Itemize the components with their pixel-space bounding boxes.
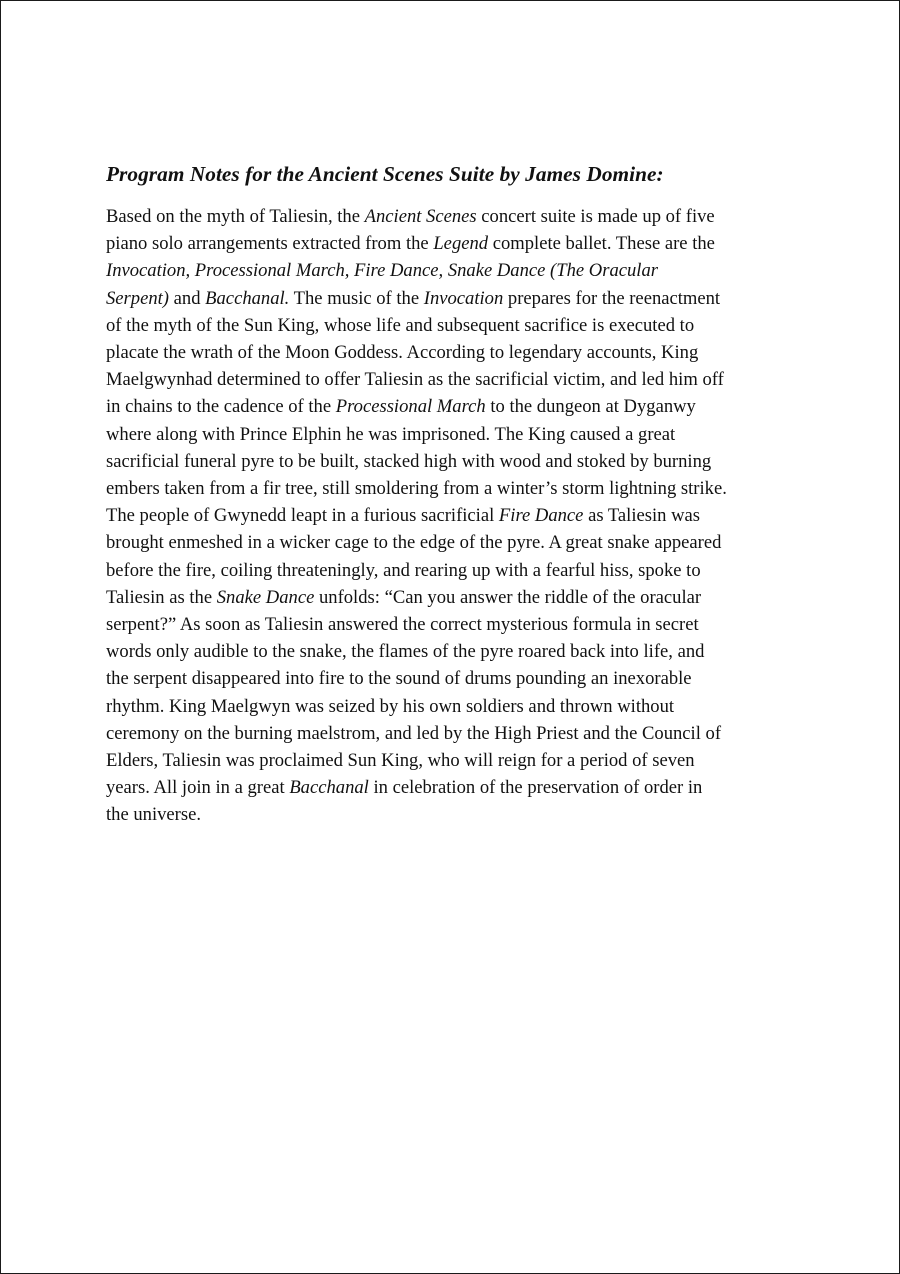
body-text: placate the wrath of the Moon Goddess. According to legendary accounts, King bbox=[106, 342, 699, 364]
body-text: Based on the myth of Taliesin, the bbox=[106, 206, 365, 227]
body-text: and bbox=[169, 287, 206, 309]
body-text: sacrificial funeral pyre to be built, stacked high with wood and stoked by burning bbox=[106, 450, 712, 472]
text-line bbox=[106, 720, 801, 747]
italic-title-text: Invocation bbox=[423, 287, 504, 309]
body-text: the serpent disappeared into fire to the sound of drums pounding an inexorable bbox=[106, 668, 692, 690]
body-text: unfolds: “Can you answer the riddle of the oracular bbox=[314, 586, 702, 608]
body-text: as Taliesin was bbox=[583, 505, 701, 527]
body-text: ceremony on the burning maelstrom, and led by the High Priest and the Council of bbox=[106, 722, 722, 744]
body-text: brought enmeshed in a wicker cage to the edge of the pyre. A great snake appeared bbox=[106, 532, 722, 554]
body-text: Elders, Taliesin was proclaimed Sun King, who will reign for a period of seven bbox=[106, 750, 695, 772]
italic-title-text: Snake Dance bbox=[216, 586, 315, 608]
body-text: The people of Gwynedd leapt in a furious sacrificial bbox=[106, 505, 499, 527]
text-line bbox=[106, 611, 801, 638]
body-text: the universe. bbox=[106, 804, 202, 826]
text-line bbox=[106, 230, 801, 257]
body-text: in celebration of the preservation of order in bbox=[368, 777, 703, 799]
text-line bbox=[106, 638, 801, 665]
text-line bbox=[106, 421, 801, 448]
body-text: The music of the bbox=[289, 287, 424, 309]
text-line bbox=[106, 557, 801, 584]
body-text: complete ballet. These are the bbox=[488, 233, 715, 255]
text-line bbox=[106, 312, 801, 339]
text-line bbox=[106, 747, 801, 774]
body-text: prepares for the reenactment bbox=[503, 287, 721, 309]
text-line bbox=[106, 448, 801, 475]
italic-title-text: Serpent) bbox=[106, 287, 169, 309]
body-text: Maelgwynhad determined to offer Taliesin as the sacrificial victim, and led him off bbox=[106, 369, 724, 391]
text-line bbox=[106, 339, 801, 366]
body-text: concert suite is made up of five bbox=[476, 206, 715, 227]
body-text: to the dungeon at Dyganwy bbox=[485, 396, 696, 418]
italic-title-text: Processional March bbox=[335, 396, 486, 418]
text-line bbox=[106, 366, 801, 393]
body-text: Taliesin as the bbox=[106, 586, 217, 608]
text-line bbox=[106, 285, 801, 312]
body-text: in chains to the cadence of the bbox=[106, 396, 336, 418]
program-notes bbox=[106, 159, 801, 829]
italic-title-text: Bacchanal. bbox=[205, 287, 290, 309]
text-line bbox=[106, 693, 801, 720]
body-text: serpent?” As soon as Taliesin answered the correct mysterious formula in secret bbox=[106, 614, 699, 636]
text-line bbox=[106, 502, 801, 529]
body-text: before the fire, coiling threateningly, and rearing up with a fearful hiss, spoke to bbox=[106, 559, 701, 581]
text-line bbox=[106, 257, 801, 284]
body-text: years. All join in a great bbox=[106, 777, 290, 799]
text-line bbox=[106, 584, 801, 611]
body-text: words only audible to the snake, the flames of the pyre roared back into life, and bbox=[106, 641, 705, 663]
italic-title-text: Ancient Scenes bbox=[364, 206, 477, 227]
body-text: rhythm. King Maelgwyn was seized by his own soldiers and thrown without bbox=[106, 695, 675, 717]
italic-title-text: Bacchanal bbox=[289, 777, 369, 799]
text-line bbox=[106, 393, 801, 420]
text-line bbox=[106, 801, 801, 828]
text-line bbox=[106, 475, 801, 502]
body-text: where along with Prince Elphin he was imprisoned. The King caused a great bbox=[106, 423, 676, 445]
body-text: piano solo arrangements extracted from the bbox=[106, 233, 434, 255]
body-text: of the myth of the Sun King, whose life and subsequent sacrifice is executed to bbox=[106, 314, 695, 336]
italic-title-text: Fire Dance bbox=[498, 505, 584, 527]
notes-paragraph bbox=[106, 203, 801, 829]
text-line bbox=[106, 203, 801, 230]
text-line bbox=[106, 529, 801, 556]
text-line bbox=[106, 665, 801, 692]
text-line bbox=[106, 774, 801, 801]
page-title: Program Notes for the Ancient Scenes Suite by James Domine: bbox=[106, 162, 664, 186]
italic-title-text: Legend bbox=[433, 233, 489, 255]
body-text: embers taken from a fir tree, still smoldering from a winter’s storm lightning strike. bbox=[106, 478, 727, 500]
italic-title-text: Invocation, Processional March, Fire Dance, Snake Dance (The Oracular bbox=[106, 260, 658, 282]
